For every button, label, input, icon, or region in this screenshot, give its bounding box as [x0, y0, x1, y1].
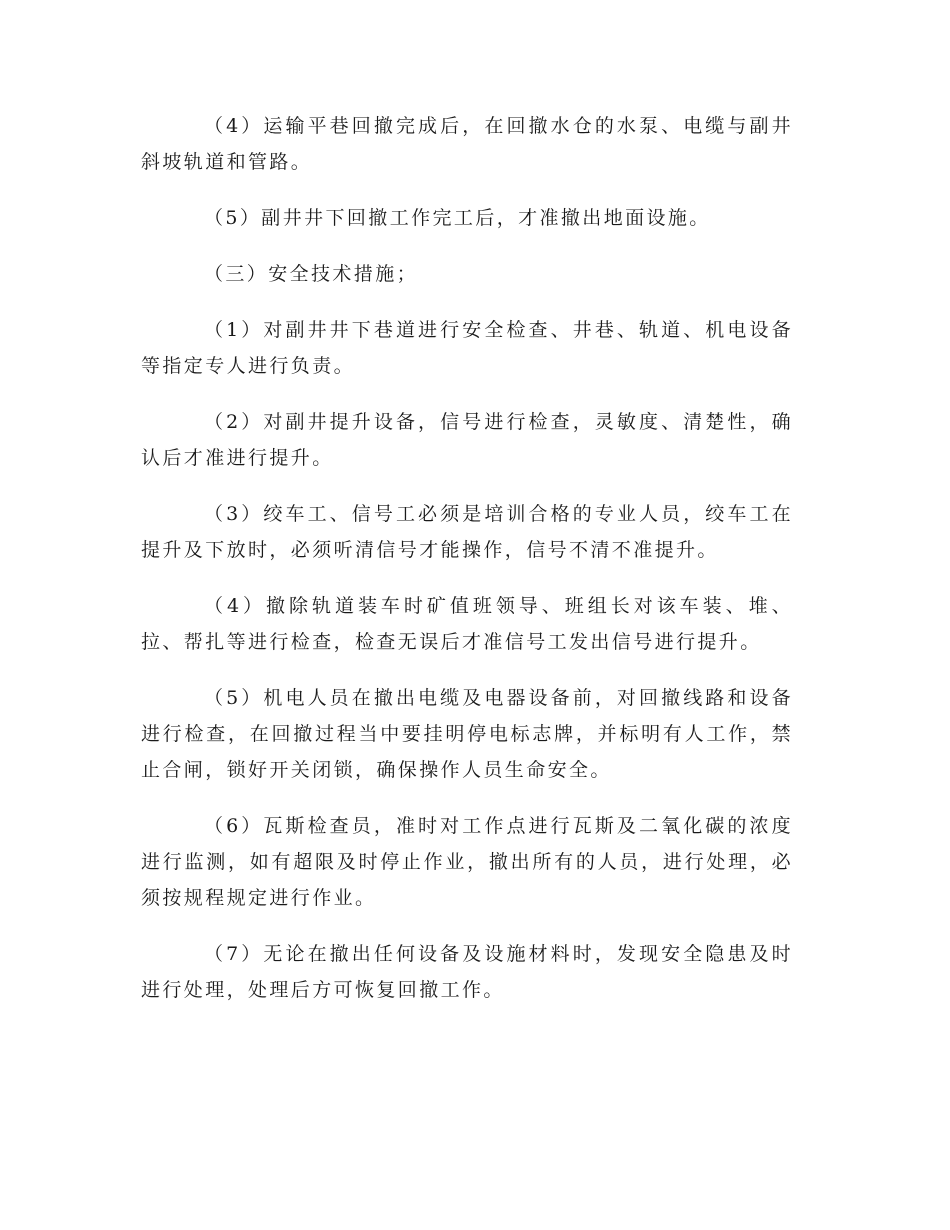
paragraph-measure-5: （5）机电人员在撤出电缆及电器设备前，对回撤线路和设备进行检查，在回撤过程当中要挂明停电标志牌，并标明有人工作，禁止合闸，锁好开关闭锁，确保操作人员生命安全。 [141, 687, 793, 781]
paragraph-measure-3: （3）绞车工、信号工必须是培训合格的专业人员，绞车工在提升及下放时，必须听清信号才能操作，信号不清不准提升。 [141, 503, 793, 561]
section-heading-safety-measures: （三）安全技术措施； [204, 263, 419, 285]
paragraph-measure-4: （4）撤除轨道装车时矿值班领导、班组长对该车装、堆、拉、帮扎等进行检查，检查无误后才准信号工发出信号进行提升。 [141, 595, 793, 653]
paragraph-measure-2: （2）对副井提升设备，信号进行检查，灵敏度、清楚性，确认后才准进行提升。 [141, 411, 793, 469]
paragraph-measure-6: （6）瓦斯检查员，准时对工作点进行瓦斯及二氧化碳的浓度进行监测，如有超限及时停止作业，撤出所有的人员，进行处理，必须按规程规定进行作业。 [141, 815, 793, 909]
paragraph-transport-roadway-recovery: （4）运输平巷回撤完成后，在回撤水仓的水泵、电缆与副井斜坡轨道和管路。 [141, 115, 793, 173]
paragraph-measure-7: （7）无论在撤出任何设备及设施材料时，发现安全隐患及时进行处理，处理后方可恢复回撤工作。 [141, 943, 793, 1001]
paragraph-measure-1: （1）对副井井下巷道进行安全检查、井巷、轨道、机电设备等指定专人进行负责。 [141, 319, 793, 377]
document-body [141, 108, 793, 1028]
paragraph-surface-facilities: （5）副井井下回撤工作完工后，才准撤出地面设施。 [204, 207, 711, 229]
